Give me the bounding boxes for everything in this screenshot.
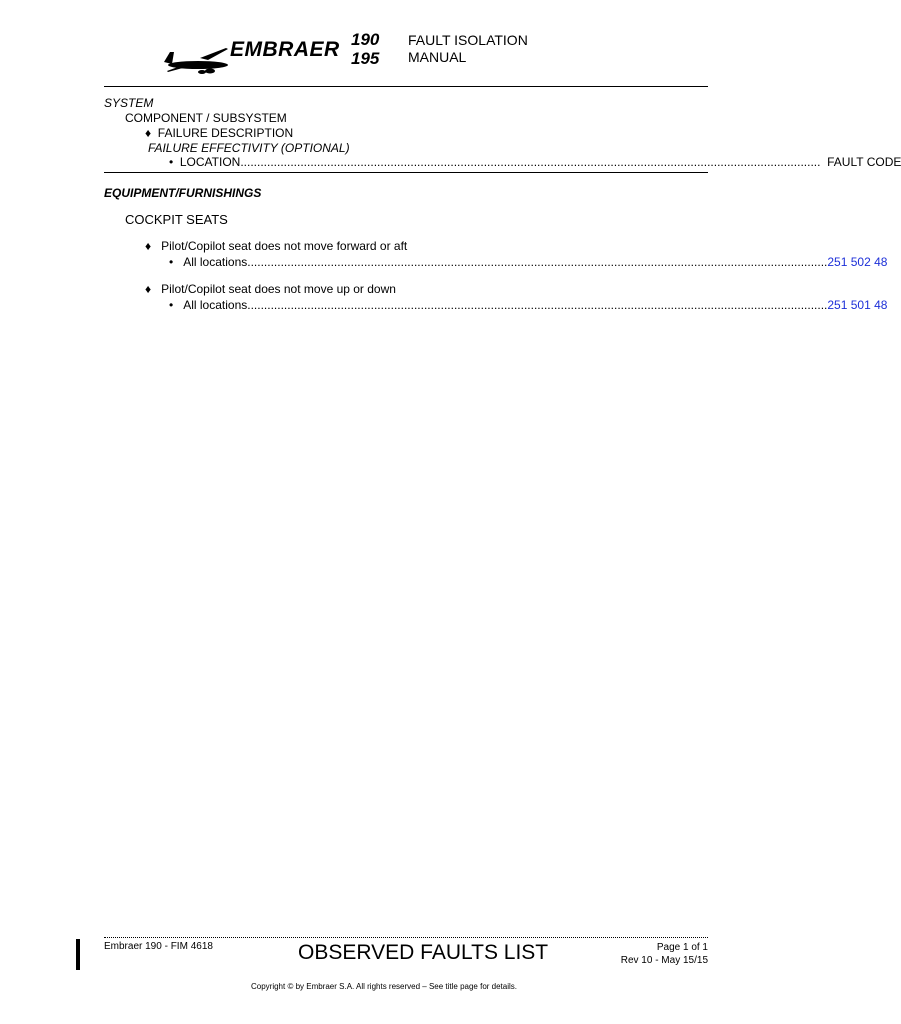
model-numbers [351, 30, 379, 68]
diamond-bullet-icon: ♦ [145, 126, 152, 140]
manual-title-line-2: MANUAL [408, 49, 467, 65]
fault-description-text: Pilot/Copilot seat does not move forward or aft [161, 239, 408, 253]
page-number: Page 1 of 1 [656, 942, 708, 953]
diamond-bullet-icon: ♦ [145, 282, 152, 296]
round-bullet-icon: • [169, 155, 174, 169]
footer-rule [104, 937, 708, 938]
fault-code-link[interactable]: 251 502 48 [827, 255, 888, 269]
legend-fault-code: FAULT CODE [827, 155, 901, 169]
brand-name: EMBRAER [230, 38, 340, 61]
fault-description-1 [145, 239, 407, 253]
manual-title-line-1: FAULT ISOLATION [408, 32, 528, 48]
legend-location-row [169, 155, 901, 169]
component-heading: COCKPIT SEATS [125, 212, 228, 227]
round-bullet-icon: • [169, 255, 174, 269]
copyright-notice: Copyright © by Embraer S.A. All rights reserved – See title page for details. [250, 982, 518, 991]
model-190: 190 [351, 30, 380, 49]
header-rule [104, 86, 708, 87]
round-bullet-icon: • [169, 298, 174, 312]
legend-component: COMPONENT / SUBSYSTEM [125, 111, 287, 125]
system-heading: EQUIPMENT/FURNISHINGS [104, 186, 262, 200]
leader-dots: .............................................................................................................................................................................. [240, 155, 821, 169]
fault-location-row-2 [169, 298, 888, 312]
legend-system: SYSTEM [104, 96, 154, 110]
leader-dots: .............................................................................................................................................................................. [247, 298, 828, 312]
legend-failure-description-label: FAILURE DESCRIPTION [157, 126, 294, 140]
footer-page-info [560, 941, 708, 967]
model-195: 195 [351, 49, 380, 68]
diamond-bullet-icon: ♦ [145, 239, 152, 253]
legend-rule [104, 172, 708, 173]
legend-location: LOCATION [179, 155, 241, 169]
fault-location-row-1 [169, 255, 888, 269]
footer-document-id: Embraer 190 - FIM 4618 [104, 941, 213, 952]
legend-failure-description [145, 126, 293, 140]
footer-title: OBSERVED FAULTS LIST [298, 941, 549, 964]
fault-description-text: Pilot/Copilot seat does not move up or down [161, 282, 396, 296]
revision: Rev 10 - May 15/15 [620, 955, 708, 966]
manual-title [408, 32, 528, 66]
fault-location: All locations [183, 255, 248, 269]
change-bar [76, 939, 80, 970]
legend-failure-effectivity: FAILURE EFFECTIVITY (OPTIONAL) [148, 141, 350, 155]
fault-location: All locations [183, 298, 248, 312]
airplane-logo-icon [160, 38, 230, 78]
leader-dots: .............................................................................................................................................................................. [247, 255, 828, 269]
fault-description-2 [145, 282, 396, 296]
fault-code-link[interactable]: 251 501 48 [827, 298, 888, 312]
